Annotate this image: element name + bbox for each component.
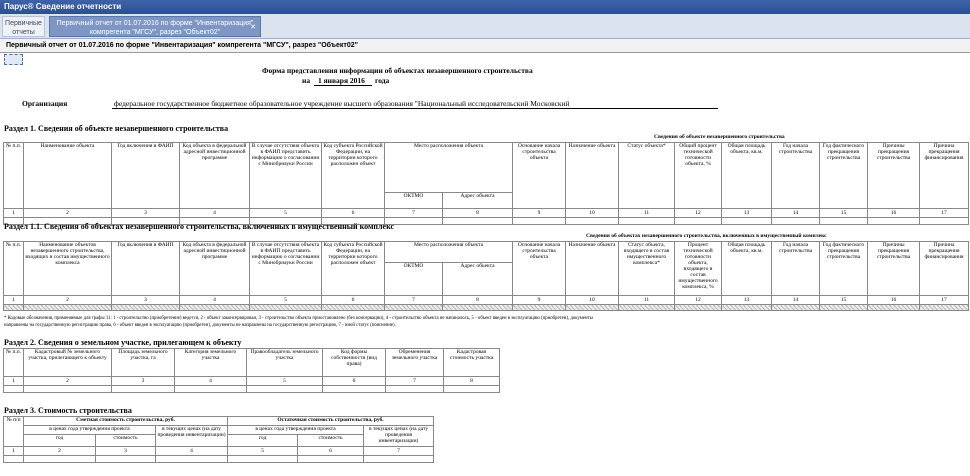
s1-header-cell: ОКТМО — [385, 193, 443, 209]
s3-header-cell: № п/п — [4, 417, 24, 447]
s1-num-cell: 13 — [722, 209, 772, 218]
s3-header-cell: в ценах года утверждения проекта — [228, 426, 364, 435]
window-title: Парус® Сведение отчетности — [4, 2, 122, 11]
s1-data-cell[interactable] — [868, 218, 920, 225]
s3-data-cell[interactable] — [298, 456, 364, 463]
s11-hatch-cell — [513, 305, 566, 311]
s1-header-cell: Общий процент технической готовности объекта, % — [675, 143, 722, 209]
s1-header-cell: Наименование объекта — [24, 143, 112, 209]
s2-num-cell: 2 — [24, 377, 112, 386]
spreadsheet[interactable] — [0, 64, 970, 476]
s11-header-cell: Причины прекращения строительства — [868, 242, 920, 296]
s11-header-cell: Общая площадь объекта, кв.м. — [722, 242, 772, 296]
s11-hatch-cell — [4, 305, 24, 311]
s2-header-cell: Площадь земельного участка, га — [112, 349, 175, 377]
s11-hatch-cell — [180, 305, 250, 311]
s1-data-cell[interactable] — [675, 218, 722, 225]
s1-num-cell: 8 — [443, 209, 513, 218]
s3-header-cell: стоимость — [298, 435, 364, 447]
s3-header-cell: год — [228, 435, 298, 447]
s3-header-cell: стоимость — [96, 435, 156, 447]
s1-header-cell: Общая площадь объекта, кв.м. — [722, 143, 772, 209]
s2-data-cell[interactable] — [4, 386, 24, 393]
s11-num-cell: 14 — [772, 296, 820, 305]
s11-num-cell: 8 — [443, 296, 513, 305]
form-title: Форма представления информации об объектах незавершенного строительства — [262, 66, 533, 75]
s1-header-cell: Адрес объекта — [443, 193, 513, 209]
s3-num-cell: 1 — [4, 447, 24, 456]
s2-num-cell: 4 — [175, 377, 247, 386]
s11-header-cell: Назначение объекта — [566, 242, 619, 296]
s3-header-cell: в текущих ценах (на дату проведения инвентаризации) — [156, 426, 228, 447]
s11-hatch-cell — [820, 305, 868, 311]
s11-hatch-cell — [920, 305, 969, 311]
s1-num-cell: 7 — [385, 209, 443, 218]
s11-num-cell: 3 — [112, 296, 180, 305]
s1-num-cell: 12 — [675, 209, 722, 218]
s11-hatch-cell — [868, 305, 920, 311]
s11-header-cell: № п.п. — [4, 242, 24, 296]
s3-header-cell: год — [24, 435, 96, 447]
s1-num-cell: 1 — [4, 209, 24, 218]
form-date-prefix: на — [302, 76, 311, 85]
s1-num-cell: 10 — [566, 209, 619, 218]
s1-num-cell: 11 — [619, 209, 675, 218]
s2-num-cell: 1 — [4, 377, 24, 386]
section2-title: Раздел 2. Сведения о земельном участке, прилегающем к объекту — [4, 338, 242, 347]
footnote-line2: направлены на государственную регистрацию права, 6 - объект введен в эксплуатацию (приобретен), документы не направлены на государственную регистрацию, 7 - иной статус (пояснение). — [4, 323, 396, 328]
s3-header-cell: Сметная стоимость строительства, руб. — [24, 417, 228, 426]
s11-header-cell: Основание начала строительства объекта — [513, 242, 566, 296]
s11-num-cell: 11 — [619, 296, 675, 305]
s11-header-cell: ОКТМО — [385, 263, 443, 296]
s11-num-cell: 6 — [322, 296, 385, 305]
s2-header-cell: Категория земельного участка — [175, 349, 247, 377]
s1-data-cell[interactable] — [443, 218, 513, 225]
s1-num-cell: 9 — [513, 209, 566, 218]
s3-num-cell: 4 — [156, 447, 228, 456]
s11-hatch-cell — [385, 305, 443, 311]
window-titlebar — [0, 0, 970, 14]
s1-header-cell: Год начала строительства — [772, 143, 820, 209]
s1-header-cell: Код субъекта Российской Федерации, на территории которого расположен объект — [322, 143, 385, 209]
s11-hatch-cell — [112, 305, 180, 311]
sheet-top-strip — [0, 53, 970, 55]
s11-hatch-cell — [619, 305, 675, 311]
s2-header-cell: Код формы собственности (вид права) — [323, 349, 386, 377]
section1-group-label: Сведения об объекте незавершенного строительства — [654, 134, 785, 140]
s3-num-cell: 7 — [364, 447, 434, 456]
s11-header-cell: Статус объекта, входящего в состав имущественного комплекса* — [619, 242, 675, 296]
s1-data-cell[interactable] — [513, 218, 566, 225]
s11-hatch-cell — [443, 305, 513, 311]
form-date: 1 января 2016 — [318, 76, 365, 85]
s1-header-cell: Причина прекращения финансирования — [920, 143, 969, 209]
section1-table — [3, 142, 969, 225]
s11-header-cell: Место расположения объекта — [385, 242, 513, 263]
s2-data-cell[interactable] — [175, 386, 247, 393]
s2-data-cell[interactable] — [247, 386, 323, 393]
s2-header-cell: № п.п. — [4, 349, 24, 377]
s2-num-cell: 7 — [386, 377, 444, 386]
s1-data-cell[interactable] — [772, 218, 820, 225]
s1-num-cell: 16 — [868, 209, 920, 218]
org-label: Организация — [22, 99, 68, 108]
s1-data-cell[interactable] — [820, 218, 868, 225]
s3-data-cell[interactable] — [156, 456, 228, 463]
tab-current-report[interactable] — [49, 16, 261, 37]
s2-header-cell: Правообладатель земельного участка — [247, 349, 323, 377]
s11-num-cell: 9 — [513, 296, 566, 305]
close-tab-icon[interactable]: ✕ — [250, 24, 256, 31]
form-date-suffix: года — [375, 76, 390, 85]
s2-header-cell: Кадастровая стоимость участка — [444, 349, 500, 377]
section3-table — [3, 416, 434, 463]
s3-data-cell[interactable] — [364, 456, 434, 463]
s3-num-cell: 6 — [298, 447, 364, 456]
s11-num-cell: 12 — [675, 296, 722, 305]
s11-header-cell: Причина прекращения финансирования — [920, 242, 969, 296]
s2-num-cell: 5 — [247, 377, 323, 386]
tab-label: Первичные отчеты — [5, 20, 42, 36]
org-underline — [112, 108, 718, 109]
s3-data-cell[interactable] — [24, 456, 96, 463]
s11-hatch-cell — [250, 305, 322, 311]
section11-group-label: Сведения об объектах незавершенного строительства, включенных в имущественный комплекс — [586, 233, 827, 239]
tab-bar — [0, 14, 970, 39]
s2-data-cell[interactable] — [323, 386, 386, 393]
section2-table — [3, 348, 500, 393]
s1-header-cell: Статус объекта* — [619, 143, 675, 209]
s1-header-cell: Год фактического прекращения строительства — [820, 143, 868, 209]
s11-hatch-cell — [322, 305, 385, 311]
tab-primary-reports[interactable] — [2, 16, 45, 37]
s11-header-cell: Адрес объекта — [443, 263, 513, 296]
s11-num-cell: 15 — [820, 296, 868, 305]
s1-num-cell: 6 — [322, 209, 385, 218]
s1-num-cell: 5 — [250, 209, 322, 218]
s1-header-cell: Основание начала строительства объекта — [513, 143, 566, 209]
s11-hatch-cell — [24, 305, 112, 311]
s1-num-cell: 14 — [772, 209, 820, 218]
s11-header-cell: Наименование объектов незавершенного строительства, входящих в состав имущественного комплекса — [24, 242, 112, 296]
s2-data-cell[interactable] — [24, 386, 112, 393]
s1-header-cell: В случае отсутствия объекта в ФАИП представить информацию о согласовании с Минобрнауки России — [250, 143, 322, 209]
section11-table — [3, 241, 969, 311]
s1-header-cell: Назначение объекта — [566, 143, 619, 209]
s11-num-cell: 2 — [24, 296, 112, 305]
s3-header-cell: Остаточная стоимость строительства, руб. — [228, 417, 434, 426]
s1-num-cell: 4 — [180, 209, 250, 218]
s1-num-cell: 17 — [920, 209, 969, 218]
s11-num-cell: 16 — [868, 296, 920, 305]
s2-header-cell: Кадастровый № земельного участка, прилегающего к объекту — [24, 349, 112, 377]
s1-data-cell[interactable] — [619, 218, 675, 225]
s1-num-cell: 2 — [24, 209, 112, 218]
s3-data-cell[interactable] — [96, 456, 156, 463]
section3-title: Раздел 3. Стоимость строительства — [4, 406, 132, 415]
s11-num-cell: 17 — [920, 296, 969, 305]
s11-header-cell: Процент технической готовности объекта, входящего в состав имущественного комплекса, % — [675, 242, 722, 296]
s1-header-cell: Код объекта в федеральной адресной инвестиционной программе — [180, 143, 250, 209]
s11-num-cell: 13 — [722, 296, 772, 305]
s11-header-cell: Год начала строительства — [772, 242, 820, 296]
s1-header-cell: Год включения в ФАИП — [112, 143, 180, 209]
s11-header-cell: В случае отсутствия объекта в ФАИП представить информацию о согласовании с Минобрнауки России — [250, 242, 322, 296]
s1-data-cell[interactable] — [566, 218, 619, 225]
s2-data-cell[interactable] — [112, 386, 175, 393]
report-header-text: Первичный отчет от 01.07.2016 по форме "Инвентаризация" компрегента "МГСУ", разрез "Объект02" — [6, 42, 358, 49]
s2-data-cell[interactable] — [444, 386, 500, 393]
s2-num-cell: 8 — [444, 377, 500, 386]
s2-num-cell: 6 — [323, 377, 386, 386]
s11-num-cell: 4 — [180, 296, 250, 305]
s11-num-cell: 5 — [250, 296, 322, 305]
s1-num-cell: 15 — [820, 209, 868, 218]
date-underline — [314, 85, 372, 86]
s3-header-cell: в текущих ценах (на дату проведения инвентаризации) — [364, 426, 434, 447]
s3-num-cell: 5 — [228, 447, 298, 456]
s11-num-cell: 1 — [4, 296, 24, 305]
s11-hatch-cell — [566, 305, 619, 311]
s3-data-cell[interactable] — [4, 456, 24, 463]
s1-header-cell: Место расположения объекта — [385, 143, 513, 193]
s1-header-cell: Причины прекращения строительства — [868, 143, 920, 209]
s11-num-cell: 10 — [566, 296, 619, 305]
tab-label: Первичный отчет от 01.07.2016 по форме "Инвентаризация" компрегента "МГСУ", разрез "Объект02" — [56, 20, 254, 36]
s3-num-cell: 3 — [96, 447, 156, 456]
section1-title: Раздел 1. Сведения об объекте незавершенного строительства — [4, 124, 229, 133]
org-value: федеральное государственное бюджетное образовательное учреждение высшего образования "Национальный исследовательский Московский — [114, 99, 570, 108]
s2-header-cell: Обременения земельного участка — [386, 349, 444, 377]
s11-hatch-cell — [722, 305, 772, 311]
s1-num-cell: 3 — [112, 209, 180, 218]
s11-header-cell: Год включения в ФАИП — [112, 242, 180, 296]
s3-header-cell: в ценах года утверждения проекта — [24, 426, 156, 435]
s11-header-cell: Год фактического прекращения строительства — [820, 242, 868, 296]
s11-hatch-cell — [772, 305, 820, 311]
s1-data-cell[interactable] — [920, 218, 969, 225]
s1-data-cell[interactable] — [722, 218, 772, 225]
footnote-line1: * Кодовые обозначения, применяемые для графы 11: 1 - строительство (приобретение) ведется, 2 - объект законсервирован, 3 - строительство объекта приостановлено (без консервации), 4 - строительство объекта не начиналось, 5 - объект введен в эксплуатацию (приобретен), документы — [4, 316, 593, 321]
s11-hatch-cell — [675, 305, 722, 311]
s11-header-cell: Код объекта в федеральной адресной инвестиционной программе — [180, 242, 250, 296]
s1-header-cell: № п.п. — [4, 143, 24, 209]
s11-num-cell: 7 — [385, 296, 443, 305]
s3-num-cell: 2 — [24, 447, 96, 456]
section11-title: Раздел 1.1. Сведения об объектах незавершенного строительства, включенных в имущественный комплекс — [4, 222, 395, 231]
s11-header-cell: Код субъекта Российской Федерации, на территории которого расположен объект — [322, 242, 385, 296]
report-header — [0, 39, 970, 53]
s2-num-cell: 3 — [112, 377, 175, 386]
s3-data-cell[interactable] — [228, 456, 298, 463]
s2-data-cell[interactable] — [386, 386, 444, 393]
